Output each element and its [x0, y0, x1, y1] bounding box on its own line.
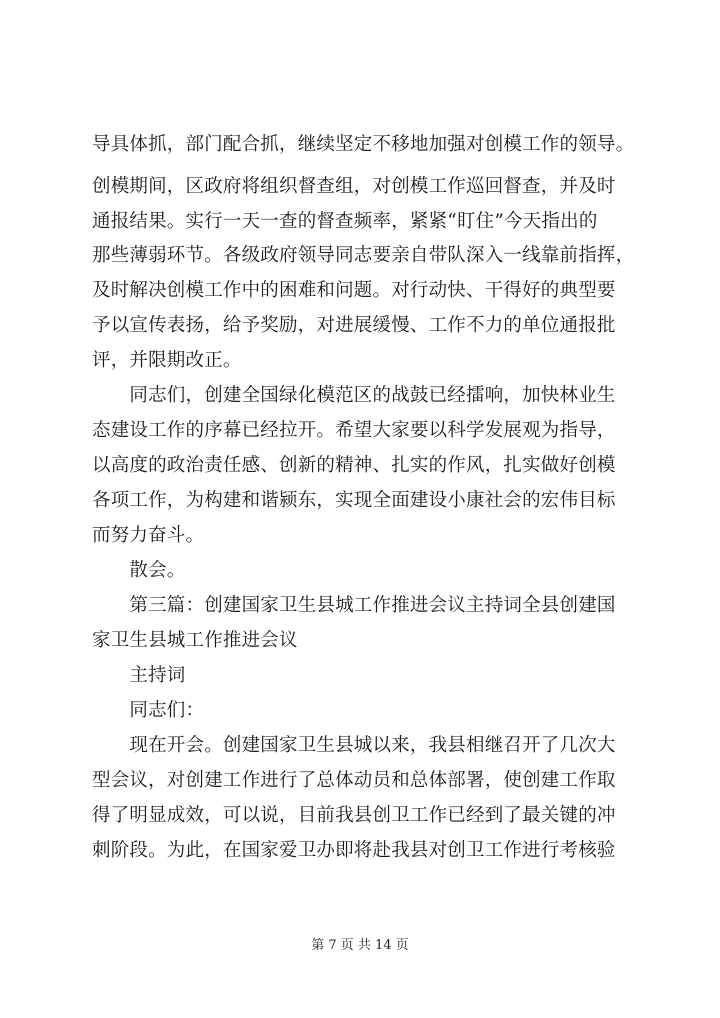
section-heading-line: 第三篇：创建国家卫生县城工作推进会议主持词全县创建国 [92, 595, 616, 616]
text-line: 评，并限期改正。 [92, 350, 242, 371]
text-line: 散会。 [92, 560, 186, 581]
text-line: 同志们，创建全国绿化模范区的战鼓已经擂响，加快林业生 [92, 385, 616, 406]
text-line: 那些薄弱环节。各级政府领导同志要亲自带队深入一线靠前指挥， [92, 245, 635, 266]
text-line: 同志们： [92, 700, 205, 721]
text-line: 导具体抓，部门配合抓，继续坚定不移地加强对创模工作的领导。 [92, 134, 635, 155]
text-line: 而努力奋斗。 [92, 525, 205, 546]
section-heading-line: 家卫生县城工作推进会议 [92, 630, 298, 651]
text-line: 各项工作，为构建和谐颍东，实现全面建设小康社会的宏伟目标 [92, 490, 616, 511]
text-line: 现在开会。创建国家卫生县城以来，我县相继召开了几次大 [92, 735, 616, 756]
text-line: 及时解决创模工作中的困难和问题。对行动快、干得好的典型要 [92, 280, 616, 301]
text-line: 得了明显成效，可以说，目前我县创卫工作已经到了最关键的冲 [92, 805, 616, 826]
text-line: 创模期间，区政府将组织督查组，对创模工作巡回督查，并及时 [92, 176, 616, 197]
page-number-footer: 第 7 页 共 14 页 [311, 938, 409, 953]
text-line: 以高度的政治责任感、创新的精神、扎实的作风，扎实做好创模 [92, 455, 616, 476]
text-line: 通报结果。实行一天一查的督查频率，紧紧“盯住”今天指出的 [92, 211, 598, 232]
text-line: 型会议，对创建工作进行了总体动员和总体部署，使创建工作取 [92, 770, 616, 791]
text-line: 刺阶段。为此，在国家爱卫办即将赴我县对创卫工作进行考核验 [92, 840, 616, 861]
text-line: 予以宣传表扬，给予奖励，对进展缓慢、工作不力的单位通报批 [92, 315, 616, 336]
text-line: 主持词 [92, 665, 186, 686]
text-line: 态建设工作的序幕已经拉开。希望大家要以科学发展观为指导， [92, 420, 616, 441]
